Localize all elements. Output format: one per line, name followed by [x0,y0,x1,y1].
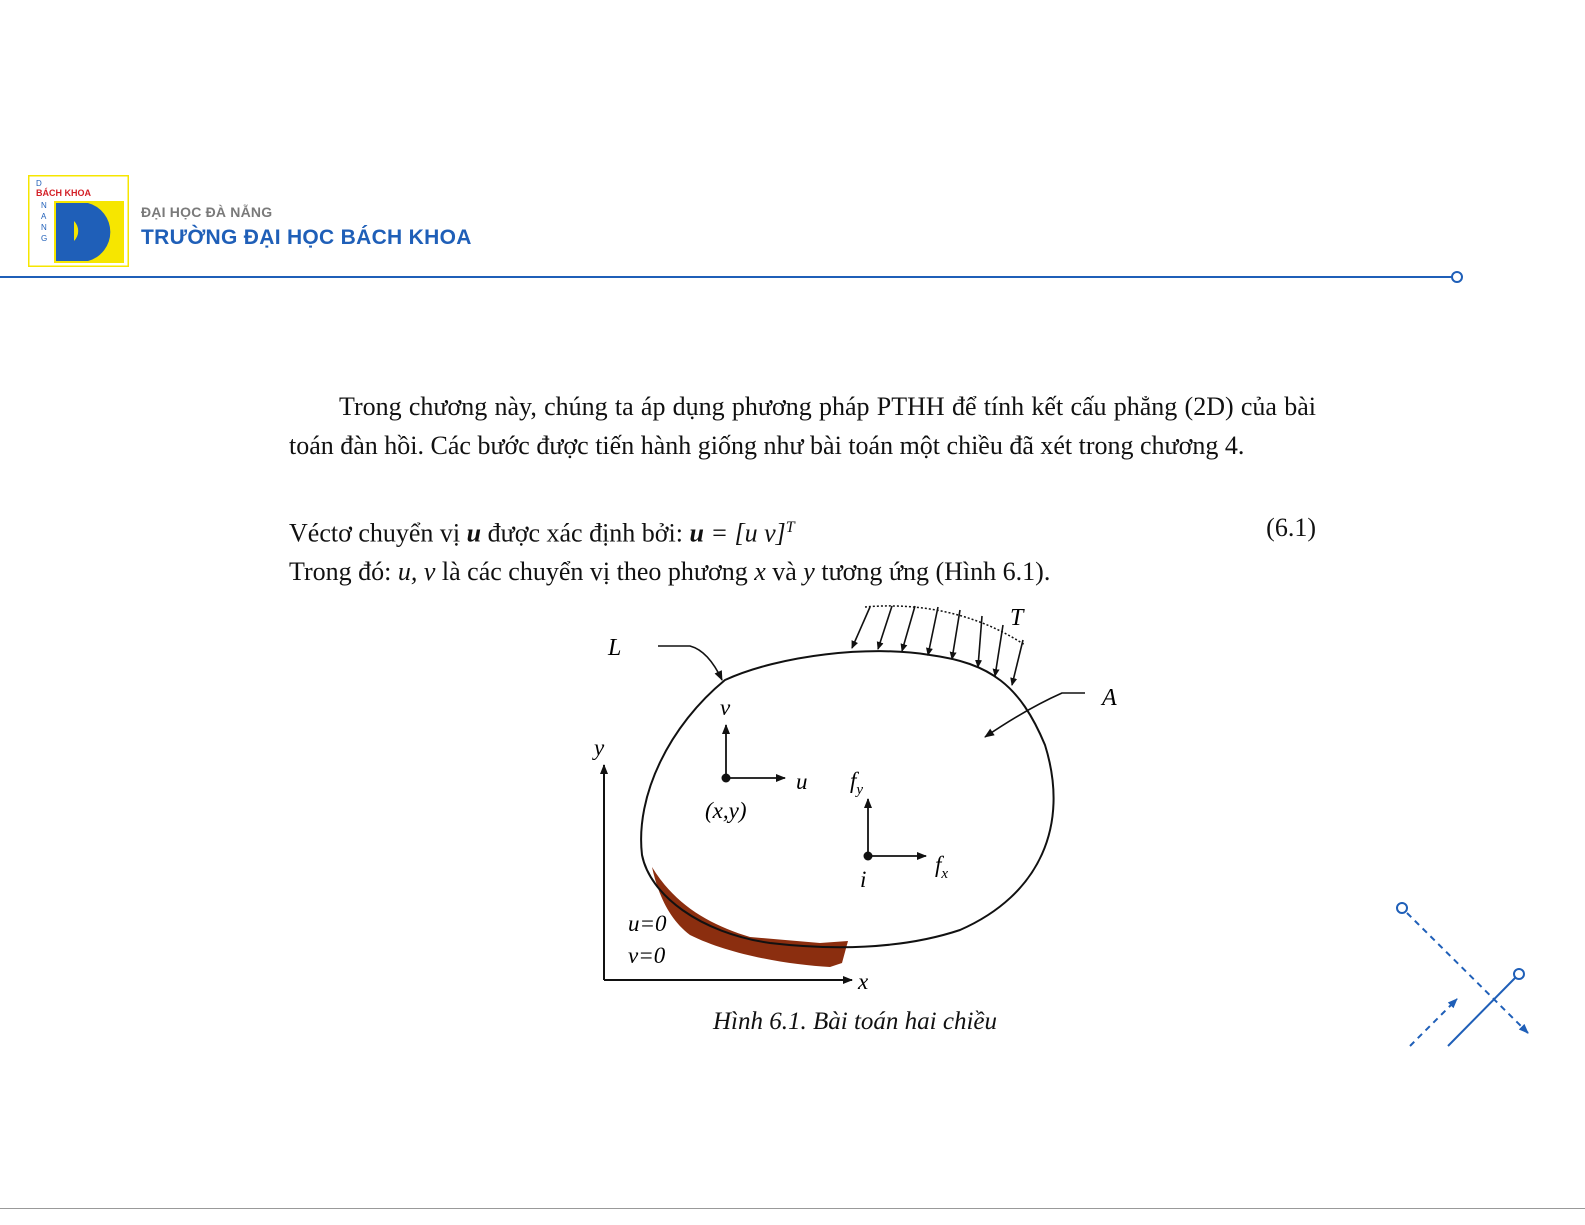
equation-number: (6.1) [1266,513,1316,542]
label-v0: v=0 [628,943,666,968]
decorative-lines [1380,890,1580,1060]
label-u0: u=0 [628,911,667,936]
equation-line [289,508,1316,553]
label-fy: $f_y$ [850,768,864,798]
eq-superscript: T [785,519,795,536]
label-T: T [1010,605,1024,631]
def-uv: u, v [397,557,436,586]
label-u: u [796,769,808,794]
university-name: ĐẠI HỌC ĐÀ NẴNG [141,204,273,220]
definition-line [289,552,1050,591]
def-text-a: Trong đó: [289,557,398,586]
def-text-d: tương ứng (Hình 6.1). [814,557,1051,586]
eq-formula-u: u [689,518,704,548]
intro-paragraph: Trong chương này, chúng ta áp dụng phương pháp PTHH để tính kết cấu phẳng (2D) của bài toán đàn hồi. Các bước được tiến hành giống như bài toán một chiều đã xét trong chương 4. [289,392,1316,460]
label-x-axis: x [858,969,869,994]
eq-formula-rest: = [u v] [703,518,786,548]
eq-bold-u: u [466,518,482,548]
label-point-xy: (x,y) [705,798,747,823]
def-y: y [803,557,815,586]
label-y-axis: y [594,735,605,760]
label-i: i [860,867,867,892]
school-name: TRƯỜNG ĐẠI HỌC BÁCH KHOA [141,226,472,249]
def-text-c: và [765,557,804,586]
figure-caption: Hình 6.1. Bài toán hai chiều [713,1008,997,1035]
svg-text:G: G [41,234,48,243]
header-divider [0,0,1585,300]
svg-text:N: N [41,223,47,232]
footer-divider [0,1208,1585,1209]
svg-text:N: N [41,201,47,210]
eq-text: Véctơ chuyển vị [289,518,467,548]
label-L: L [608,635,622,661]
eq-text2: được xác định bởi: [481,518,690,548]
figure-2d-problem [580,595,1160,1005]
label-v: v [720,695,731,720]
body-outline [641,651,1053,947]
def-x: x [754,557,766,586]
svg-text:A: A [41,212,47,221]
label-A: A [1102,685,1117,711]
def-text-b: là các chuyển vị theo phương [435,557,755,586]
svg-text:D: D [36,179,42,188]
fixed-support [652,867,848,967]
label-fx: $f_x$ [935,852,949,882]
svg-text:BÁCH KHOA: BÁCH KHOA [36,188,91,198]
